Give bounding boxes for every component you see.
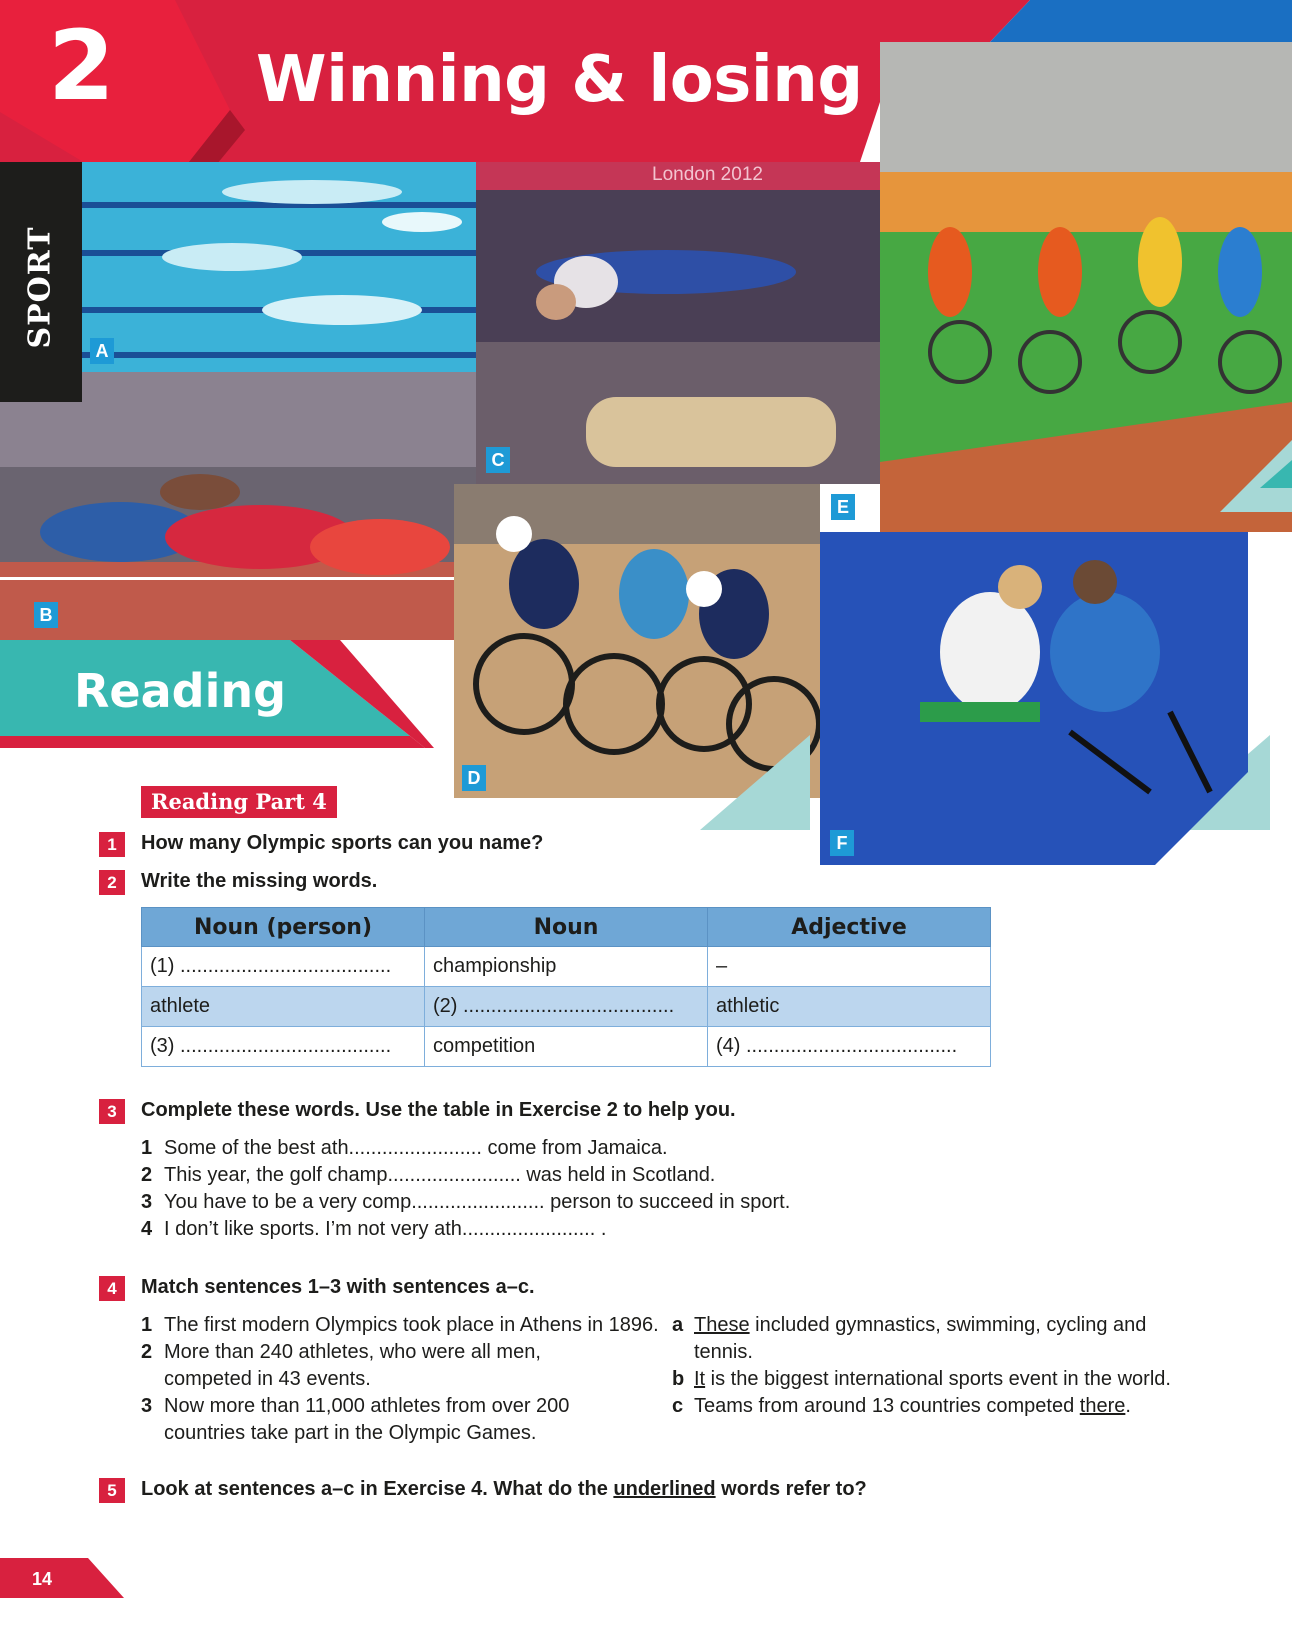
item-text (694, 1395, 1131, 1418)
item-text: I don’t like sports. I’m not very ath........................ . (164, 1218, 607, 1240)
table-row (142, 1027, 991, 1067)
table-cell: (1) ...................................... (142, 947, 425, 987)
item-letter: b (672, 1368, 685, 1390)
item-number: 4 (141, 1218, 153, 1240)
item-text: More than 240 athletes, who were all men, (164, 1341, 541, 1363)
exercise-number: 1 (99, 832, 125, 857)
item-text (694, 1314, 1146, 1337)
photo-swimming (82, 162, 476, 372)
item-text: tennis. (694, 1341, 753, 1363)
exercise-number: 5 (99, 1478, 125, 1503)
item-text: This year, the golf champ........................ was held in Scotland. (164, 1164, 716, 1186)
photo-label-e: E (831, 494, 855, 520)
item-number: 1 (141, 1137, 153, 1159)
item-text: You have to be a very comp........................ person to succeed in sport. (164, 1191, 791, 1213)
table-cell: athletic (708, 987, 991, 1027)
item-number: 2 (141, 1164, 153, 1186)
photo-gymnastics (476, 162, 880, 484)
underlined-word: It (694, 1368, 706, 1390)
item-letter: c (672, 1395, 684, 1417)
table-header: Noun (person) (142, 908, 425, 947)
item-text: competed in 43 events. (164, 1368, 371, 1390)
item-text-pre: Teams from around 13 countries competed (694, 1395, 1080, 1417)
photo-sprinting (0, 372, 476, 640)
underlined-word: there (1079, 1395, 1126, 1417)
item-number: 1 (141, 1314, 153, 1336)
table-row (142, 947, 991, 987)
item-text-post: . (1125, 1395, 1131, 1417)
table-cell: championship (425, 947, 708, 987)
section-tab-label: SPORT (22, 226, 58, 349)
exercise-instruction: Complete these words. Use the table in Exercise 2 to help you. (141, 1099, 736, 1121)
item-letter: a (672, 1314, 684, 1336)
part-badge: Reading Part 4 (141, 786, 337, 818)
item-text: Now more than 11,000 athletes from over 200 (164, 1395, 570, 1417)
item-number: 3 (141, 1395, 153, 1417)
table-header: Noun (425, 908, 708, 947)
table-cell: athlete (142, 987, 425, 1027)
unit-title: Winning & losing (256, 43, 863, 117)
unit-number: 2 (48, 10, 115, 122)
underlined-word: underlined (613, 1478, 716, 1500)
table-cell: (2) ...................................... (425, 987, 708, 1027)
photo-label-f: F (830, 830, 854, 856)
exercise-number: 4 (99, 1276, 125, 1301)
teal-accent-2 (1220, 440, 1292, 540)
item-number: 2 (141, 1341, 153, 1363)
table-cell: (3) ...................................... (142, 1027, 425, 1067)
photo-label-c: C (486, 447, 510, 473)
photo-label-d: D (462, 765, 486, 791)
exercise-instruction: Write the missing words. (141, 870, 378, 892)
exercise-number: 2 (99, 870, 125, 895)
photo-label-a: A (90, 338, 114, 364)
underlined-word: These (694, 1314, 750, 1336)
exercise-instruction: Match sentences 1–3 with sentences a–c. (141, 1276, 535, 1298)
banner-text: London 2012 (652, 164, 763, 185)
item-text: countries take part in the Olympic Games. (164, 1422, 537, 1444)
exercise-instruction: How many Olympic sports can you name? (141, 832, 544, 854)
item-number: 3 (141, 1191, 153, 1213)
instruction-pre: Look at sentences a–c in Exercise 4. What do the (141, 1478, 614, 1500)
page-number-tab (0, 1558, 130, 1602)
table-cell: competition (425, 1027, 708, 1067)
exercise-instruction (141, 1478, 867, 1501)
photo-hockey (820, 532, 1248, 865)
item-text: The first modern Olympics took place in Athens in 1896. (164, 1314, 659, 1336)
item-text-rest: is the biggest international sports event in the world. (705, 1368, 1171, 1390)
photo-label-b: B (34, 602, 58, 628)
item-text (694, 1368, 1171, 1391)
table-cell: (4) ...................................... (708, 1027, 991, 1067)
item-text: Some of the best ath........................ come from Jamaica. (164, 1137, 668, 1159)
vocab-table (141, 907, 991, 1067)
exercise-number: 3 (99, 1099, 125, 1124)
item-text-rest: included gymnastics, swimming, cycling and (749, 1314, 1147, 1336)
instruction-post: words refer to? (715, 1478, 867, 1500)
table-cell: – (708, 947, 991, 987)
section-title: Reading (74, 664, 287, 718)
page-number: 14 (32, 1569, 53, 1589)
table-row (142, 987, 991, 1027)
table-header: Adjective (708, 908, 991, 947)
